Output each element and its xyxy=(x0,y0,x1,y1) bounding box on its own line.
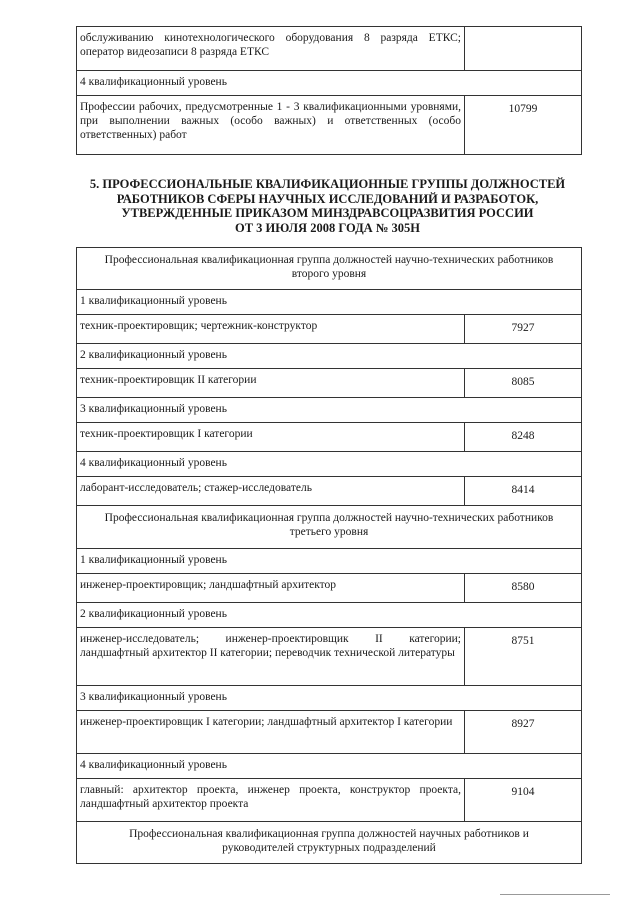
table-row xyxy=(77,628,582,686)
salary-cell: 10799 xyxy=(465,96,582,155)
position-cell: инженер-проектировщик; ландшафтный архитектор xyxy=(77,574,465,603)
position-cell: инженер-исследователь; инженер-проектировщик II категории; ландшафтный архитектор II категории; переводчик технической литературы xyxy=(77,628,465,686)
qualification-level-label: 3 квалификационный уровень xyxy=(77,398,582,423)
qualification-level-label: 4 квалификационный уровень xyxy=(77,754,582,779)
position-cell: Профессии рабочих, предусмотренные 1 - 3 квалификационными уровнями, при выполнении важных (особо важных) и ответственных (особо ответственных) работ xyxy=(77,96,465,155)
group-header-row xyxy=(77,822,582,864)
section-heading xyxy=(70,177,585,235)
qualification-level-label: 1 квалификационный уровень xyxy=(77,549,582,574)
position-cell: инженер-проектировщик I категории; ландшафтный архитектор I категории xyxy=(77,711,465,754)
qualification-level-row xyxy=(77,549,582,574)
research-staff-salary-table xyxy=(76,247,582,864)
section-heading-line: ОТ 3 ИЮЛЯ 2008 ГОДА № 305Н xyxy=(235,220,420,235)
qualification-level-label: 2 квалификационный уровень xyxy=(77,344,582,369)
salary-cell: 8085 xyxy=(465,369,582,398)
salary-cell: 8248 xyxy=(465,423,582,452)
group-header-row xyxy=(77,506,582,549)
table-row xyxy=(77,423,582,452)
group-header: Профессиональная квалификационная группа должностей научно-технических работников второго уровня xyxy=(77,248,582,290)
qualification-level-row xyxy=(77,603,582,628)
group-header: Профессиональная квалификационная группа должностей научных работников и руководителей структурных подразделений xyxy=(77,822,582,864)
position-cell: обслуживанию кинотехнологического оборудования 8 разряда ЕТКС; оператор видеозаписи 8 разряда ЕТКС xyxy=(77,27,465,71)
position-cell: техник-проектировщик II категории xyxy=(77,369,465,398)
salary-cell: 8751 xyxy=(465,628,582,686)
top-salary-table xyxy=(76,26,582,155)
qualification-level-label: 4 квалификационный уровень xyxy=(77,452,582,477)
position-cell: главный: архитектор проекта, инженер проекта, конструктор проекта, ландшафтный архитектор проекта xyxy=(77,779,465,822)
table-row xyxy=(77,27,582,71)
table-row xyxy=(77,369,582,398)
qualification-level-label: 2 квалификационный уровень xyxy=(77,603,582,628)
table-row xyxy=(77,779,582,822)
section-heading-line: УТВЕРЖДЕННЫЕ ПРИКАЗОМ МИНЗДРАВСОЦРАЗВИТИЯ РОССИИ xyxy=(121,206,534,220)
table-row xyxy=(77,574,582,603)
group-header-row xyxy=(77,248,582,290)
salary-cell xyxy=(465,27,582,71)
table-row xyxy=(77,477,582,506)
salary-cell: 8580 xyxy=(465,574,582,603)
position-cell: техник-проектировщик; чертежник-конструктор xyxy=(77,315,465,344)
qualification-level-row xyxy=(77,754,582,779)
qualification-level-label: 4 квалификационный уровень xyxy=(77,71,582,96)
qualification-level-row xyxy=(77,398,582,423)
group-header: Профессиональная квалификационная группа должностей научно-технических работников третьего уровня xyxy=(77,506,582,549)
section-heading-line: 5. ПРОФЕССИОНАЛЬНЫЕ КВАЛИФИКАЦИОННЫЕ ГРУППЫ ДОЛЖНОСТЕЙ xyxy=(89,177,566,191)
qualification-level-row xyxy=(77,686,582,711)
qualification-level-label: 1 квалификационный уровень xyxy=(77,290,582,315)
table-row xyxy=(77,711,582,754)
position-cell: лаборант-исследователь; стажер-исследователь xyxy=(77,477,465,506)
qualification-level-row xyxy=(77,344,582,369)
section-heading-line: РАБОТНИКОВ СФЕРЫ НАУЧНЫХ ИССЛЕДОВАНИЙ И РАЗРАБОТОК, xyxy=(116,191,539,206)
qualification-level-row xyxy=(77,290,582,315)
salary-cell: 9104 xyxy=(465,779,582,822)
table-row xyxy=(77,315,582,344)
salary-cell: 8414 xyxy=(465,477,582,506)
qualification-level-row xyxy=(77,452,582,477)
salary-cell: 8927 xyxy=(465,711,582,754)
position-cell: техник-проектировщик I категории xyxy=(77,423,465,452)
qualification-level-row xyxy=(77,71,582,96)
qualification-level-label: 3 квалификационный уровень xyxy=(77,686,582,711)
scan-artifact-line xyxy=(500,894,610,895)
table-row xyxy=(77,96,582,155)
salary-cell: 7927 xyxy=(465,315,582,344)
